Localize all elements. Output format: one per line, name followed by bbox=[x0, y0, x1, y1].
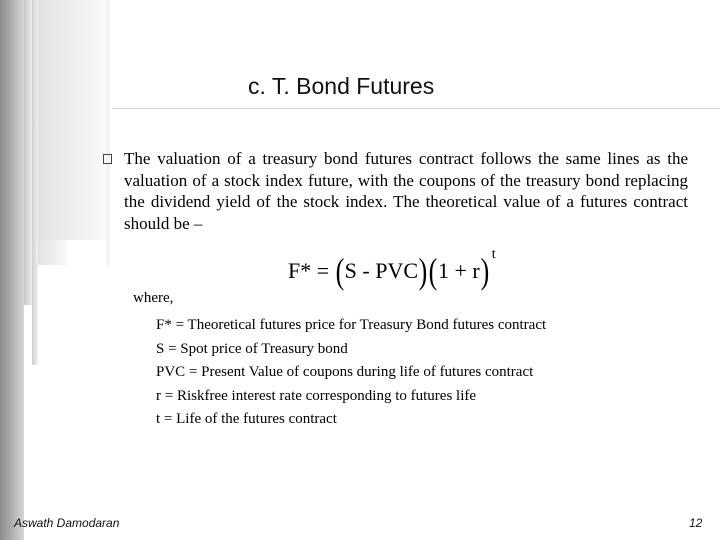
definition-item: PVC = Present Value of coupons during life of futures contract bbox=[156, 364, 534, 381]
definition-item: S = Spot price of Treasury bond bbox=[156, 340, 348, 357]
definition-item: t = Life of the futures contract bbox=[156, 411, 337, 428]
page-number: 12 bbox=[689, 516, 703, 530]
slide-title: c. T. Bond Futures bbox=[248, 73, 435, 99]
decor-bar bbox=[24, 0, 32, 305]
decor-bar bbox=[106, 0, 110, 265]
formula-lhs: F* = bbox=[288, 258, 335, 283]
futures-price-formula bbox=[288, 247, 496, 295]
decor-bar bbox=[38, 240, 68, 265]
where-label: where, bbox=[133, 290, 174, 306]
formula-exponent: t bbox=[491, 247, 496, 262]
definition-item: F* = Theoretical futures price for Treasury Bond futures contract bbox=[156, 317, 547, 333]
definition-item: r = Riskfree interest rate corresponding to futures life bbox=[156, 387, 477, 404]
definitions-list bbox=[156, 314, 546, 432]
decor-bar bbox=[0, 0, 24, 540]
footer-author: Aswath Damodaran bbox=[14, 516, 120, 530]
formula-paren: ( bbox=[335, 251, 344, 291]
formula-paren: ) bbox=[418, 251, 428, 291]
decor-bar bbox=[38, 0, 106, 240]
formula-factor: 1 + r bbox=[438, 258, 480, 283]
formula-paren: ) bbox=[480, 251, 490, 291]
title-divider bbox=[112, 108, 720, 109]
bullet-square-icon bbox=[103, 154, 112, 164]
bullet-text: The valuation of a treasury bond futures contract follows the same lines as the valuation of a stock index future, with the coupons of the treasury bond replacing the dividend yield of the stock index. The theoretical value of a futures contract should be – bbox=[124, 149, 688, 234]
formula-inner: S - PVC bbox=[344, 258, 419, 283]
formula-paren: ( bbox=[428, 251, 438, 291]
